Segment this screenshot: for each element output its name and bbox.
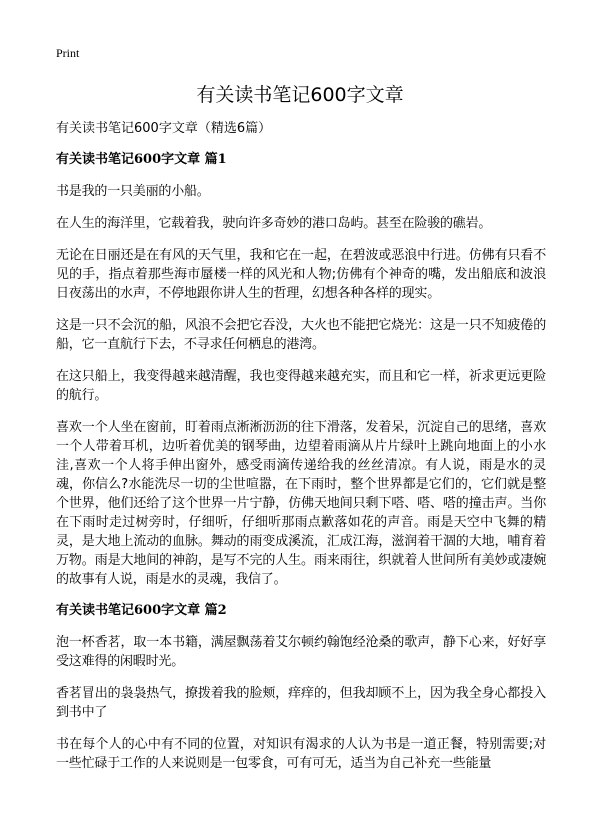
section-heading-2: 有关读书笔记600字文章 篇2 [56, 603, 227, 618]
paragraph: 喜欢一个人坐在窗前，盯着雨点淅淅沥沥的往下滑落，发着呆，沉淀自己的思绪，喜欢一个人带着耳机，边听着优美的钢琴曲，边望着雨滴从片片绿叶上跳向地面上的小水洼,喜欢一个人将手伸出窗外，感受雨滴传递给我的丝丝清凉。有人说，雨是水的灵魂，你信么?水能洗尽一切的尘世喧嚣，在下雨时，整个世界都是它们的，它们就是整个世界，他们还给了这个世界一片宁静，仿佛天地间只剩下嗒、嗒、嗒的撞击声。当你在下雨时走过树旁时，仔细听，仔细听那雨点歉落如花的声音。雨是天空中飞舞的精灵，是大地上流动的血脉。舞动的雨变成溪流，汇成江海，滋润着干涸的大地，哺育着万物。雨是大地间的神韵，是写不完的人生。雨来雨往，织就着人世间所有美妙或凄婉的故事有人说，雨是水的灵魂，我信了。 [56, 420, 546, 587]
article-body [56, 120, 546, 786]
paragraph: 香茗冒出的袅袅热气，撩拨着我的脸颊，痒痒的，但我却顾不上，因为我全身心都投入到书中了 [56, 686, 546, 720]
document-title: 有关读书笔记600字文章 [196, 84, 404, 106]
article-subtitle: 有关读书笔记600字文章（精选6篇） [56, 121, 272, 136]
print-link[interactable]: Print [56, 46, 80, 60]
paragraph: 这是一只不会沉的船，风浪不会把它吞没，大火也不能把它烧光：这是一只不知疲倦的船，它一直航行下去，不寻求任何栖息的港湾。 [56, 318, 546, 352]
paragraph: 无论在日丽还是在有风的天气里，我和它在一起，在碧波或恶浪中行进。仿佛有只看不见的手，指点着那些海市蜃楼一样的风光和人物;仿佛有个神奇的嘴，发出船底和波浪日夜荡出的水声，不停地跟你讲人生的哲理，幻想各种各样的现实。 [56, 248, 546, 301]
paragraph: 书在每个人的心中有不同的位置，对知识有渴求的人认为书是一道正餐，特别需要;对一些忙碌于工作的人来说则是一包零食，可有可无，适当为自己补充一些能量 [56, 737, 546, 771]
paragraph: 书是我的一只美丽的小船。 [56, 184, 210, 199]
section-heading-1: 有关读书笔记600字文章 篇1 [56, 152, 227, 167]
paragraph: 在这只船上，我变得越来越清醒，我也变得越来越充实，而且和它一样，祈求更远更险的航行。 [56, 369, 546, 403]
paragraph: 泡一杯香茗，取一本书籍，满屋飘荡着艾尔顿约翰饱经沧桑的歌声，静下心来，好好享受这难得的闲暇时光。 [56, 635, 546, 669]
paragraph: 在人生的海洋里，它载着我，驶向许多奇妙的港口岛屿。甚至在险骏的礁岩。 [56, 216, 492, 231]
